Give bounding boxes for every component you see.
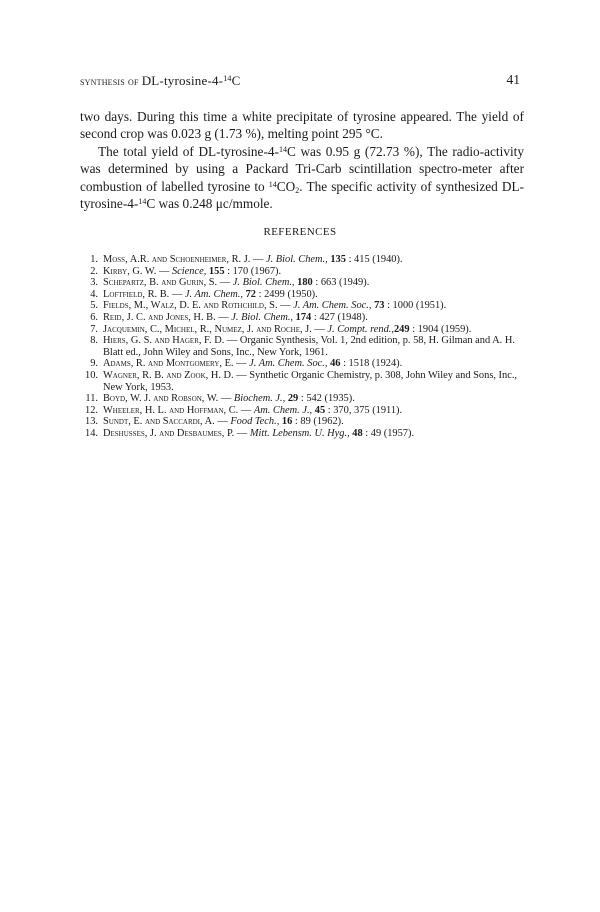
reference-authors: Sundt, E. and Saccardi, A. — xyxy=(103,416,228,428)
reference-journal: J. Am. Chem. Soc., xyxy=(249,358,328,370)
references-list xyxy=(84,254,520,440)
reference-pages: : 370, 375 (1911). xyxy=(327,404,403,416)
p2-text-1: The total yield of DL-tyrosine-4- xyxy=(98,143,279,159)
reference-volume: 45 xyxy=(314,404,326,416)
reference-pages: : 2499 (1950). xyxy=(258,288,318,300)
reference-volume: 29 xyxy=(287,393,299,405)
reference-item xyxy=(84,300,520,312)
reference-number: 11. xyxy=(85,393,98,405)
p2-text-5: C was 0.248 μc/mmole. xyxy=(146,196,273,212)
reference-pages: : 1000 (1951). xyxy=(387,300,447,312)
reference-number: 3. xyxy=(90,277,98,289)
reference-authors: Wheeler, H. L. and Hoffman, C. — xyxy=(103,404,252,416)
reference-number: 2. xyxy=(90,265,98,277)
reference-journal: Food Tech., xyxy=(230,416,280,428)
reference-journal: Biochem. J., xyxy=(233,393,286,405)
reference-number: 1. xyxy=(90,254,98,265)
page-number: 41 xyxy=(506,72,520,87)
reference-authors: Schepartz, B. and Gurin, S. — xyxy=(103,277,231,289)
reference-authors: Adams, R. and Montgomery, E. — xyxy=(103,358,247,370)
reference-item xyxy=(84,324,520,336)
reference-number: 14. xyxy=(85,427,98,439)
references-heading: REFERENCES xyxy=(263,226,337,238)
reference-journal: Am. Chem. J., xyxy=(253,404,313,416)
reference-item xyxy=(84,370,520,393)
reference-item xyxy=(84,393,520,405)
running-head-suffix: C xyxy=(231,73,241,88)
reference-authors: Deshusses, J. and Desbaumes, P. — xyxy=(103,427,248,439)
p2-sub-1: 2 xyxy=(295,185,300,195)
reference-number: 5. xyxy=(90,300,98,312)
reference-journal: J. Biol. Chem., xyxy=(232,277,295,289)
reference-authors: Moss, A.R. and Schoenheimer, R. J. — xyxy=(103,254,264,265)
running-head-isotope: 14 xyxy=(223,74,232,83)
reference-authors: Hiers, G. S. and Hager, F. D. — xyxy=(103,335,238,347)
running-head xyxy=(80,73,520,93)
reference-journal: J. Biol. Chem., xyxy=(231,311,294,323)
p2-text-3: CO xyxy=(276,178,296,194)
reference-journal: J. Am. Chem. Soc., xyxy=(293,300,372,312)
reference-item xyxy=(84,277,520,289)
p2-text-2: C was 0.95 g (72.73 %), The radio-activity was determined by using a Packard Tri-Carb scintillation spectro-meter after combustion of labelled tyrosine to xyxy=(80,143,524,194)
p2-sup-2: 14 xyxy=(268,179,277,189)
reference-item xyxy=(84,289,520,301)
reference-pages: : 49 (1957). xyxy=(365,427,415,439)
reference-number: 10. xyxy=(85,369,98,381)
running-head-prefix: synthesis of xyxy=(80,76,139,88)
reference-pages: : 427 (1948). xyxy=(313,311,368,323)
reference-journal: Mitt. Lebensm. U. Hyg., xyxy=(249,427,350,439)
reference-authors: Loftfield, R. B. — xyxy=(103,288,183,300)
reference-authors: Reid, J. C. and Jones, H. B. — xyxy=(103,311,229,323)
p2-text-4: . The specific activity of synthesized DL-tyrosine-4- xyxy=(80,178,524,212)
reference-volume: 72 xyxy=(245,288,256,300)
reference-volume: 155 xyxy=(208,265,225,277)
reference-pages: : 1518 (1924). xyxy=(343,358,403,370)
reference-journal: J. Compt. rend., xyxy=(327,323,394,335)
p2-sup-3: 14 xyxy=(138,197,147,207)
paragraph-2 xyxy=(80,143,524,213)
reference-authors: Wagner, R. B. and Zook, H. D. — xyxy=(103,369,247,381)
reference-item xyxy=(84,335,520,358)
reference-number: 9. xyxy=(90,358,98,370)
reference-number: 12. xyxy=(85,404,98,416)
reference-item xyxy=(84,312,520,324)
reference-authors: Jacquemin, C., Michel, R., Numez, J. and Roche, J. — xyxy=(103,323,325,335)
reference-authors: Boyd, W. J. and Robson, W. — xyxy=(103,393,232,405)
paragraph-1 xyxy=(80,108,524,143)
reference-volume: 180 xyxy=(297,277,313,289)
reference-volume: 48 xyxy=(352,427,363,439)
reference-item xyxy=(84,254,520,266)
reference-volume: 16 xyxy=(281,416,293,428)
reference-authors: Kirby, G. W. — xyxy=(103,265,170,277)
reference-volume: 249 xyxy=(393,323,410,335)
reference-pages: : 1904 (1959). xyxy=(412,323,472,335)
reference-pages: : 415 (1940). xyxy=(348,254,403,265)
reference-authors: Fields, M., Walz, D. E. and Rothchild, S. — xyxy=(103,300,291,312)
reference-number: 4. xyxy=(90,288,98,300)
reference-number: 7. xyxy=(90,323,98,335)
body-text xyxy=(80,108,524,212)
running-head-compound: DL-tyrosine-4- xyxy=(141,73,224,88)
paragraph-1-text: two days. During this time a white precipitate of tyrosine appeared. The yield of second crop was 0.023 g (1.73 %), melting point 295 °C. xyxy=(80,109,524,142)
reference-item xyxy=(84,428,520,440)
reference-item xyxy=(84,358,520,370)
reference-pages: : 542 (1935). xyxy=(300,393,355,405)
reference-item xyxy=(84,405,520,417)
reference-volume: 73 xyxy=(374,300,385,312)
reference-journal: J. Am. Chem., xyxy=(184,288,243,300)
reference-volume: 135 xyxy=(330,254,346,265)
reference-item xyxy=(84,266,520,278)
reference-pages: : 89 (1962). xyxy=(294,416,344,428)
reference-pages: : 170 (1967). xyxy=(227,265,282,277)
reference-volume: 174 xyxy=(295,311,312,323)
reference-item xyxy=(84,416,520,428)
running-head-title xyxy=(80,73,240,89)
p2-sup-1: 14 xyxy=(278,144,287,154)
reference-number: 6. xyxy=(90,311,98,323)
reference-volume: 46 xyxy=(330,358,341,370)
reference-pages: : 663 (1949). xyxy=(315,277,370,289)
reference-text: Synthetic Organic Chemistry, p. 308, John Wiley and Sons, Inc., New York, 1953. xyxy=(103,369,518,393)
reference-journal: J. Biol. Chem., xyxy=(265,254,328,265)
reference-journal: Science, xyxy=(171,265,207,277)
reference-number: 13. xyxy=(85,416,98,428)
reference-number: 8. xyxy=(90,335,98,347)
reference-text: Organic Synthesis, Vol. 1, 2nd edition, p. 58, H. Gilman and A. H. Blatt ed., John Wiley and Sons, Inc., New York, 1961. xyxy=(103,335,515,358)
